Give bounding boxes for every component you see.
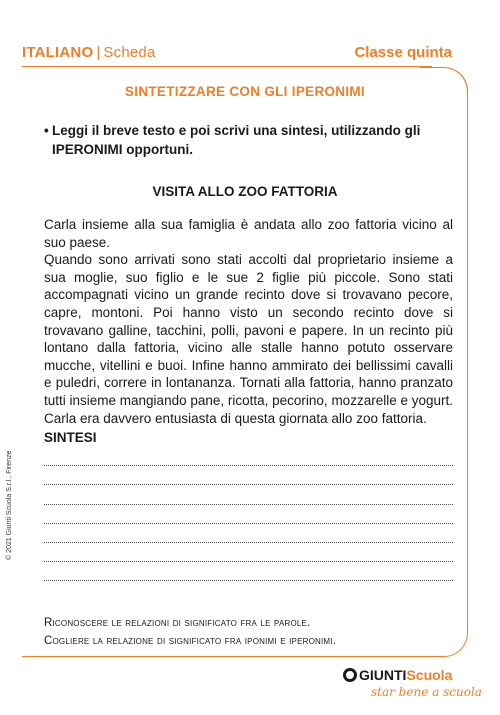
story-paragraph: Quando sono arrivati sono stati accolti dal proprietario insieme a sua moglie, suo figlio e le sue 2 figlie più piccole. Sono stati accompagnati vicino un grande recinto dove si trovavano pecore, capre, montoni. Poi hanno visto un secondo recinto dove si trovavano galline, tacchini, polli, pavoni e papere. In un recinto più lontano dalla fattoria, vicino alle stalle hanno potuto osservare mucche, vitellini e buoi. Infine hanno ammirato dei bellissimi cavalli e puledri, correre in lontananza. Tornati alla fattoria, hanno pranzato tutti insieme mangiando pane, ricotta, pecorino, mozzarelle e yogurt. Carla era davvero entusiasta di questa giornata allo zoo fattoria. bbox=[44, 252, 453, 426]
logo-g-icon bbox=[343, 668, 357, 682]
logo-brand: GIUNTI bbox=[359, 667, 407, 683]
writing-line[interactable] bbox=[44, 447, 453, 466]
story-text bbox=[44, 216, 453, 427]
header-separator: | bbox=[96, 44, 101, 61]
logo-tagline: star bene a scuola bbox=[371, 685, 482, 699]
writing-line[interactable] bbox=[44, 466, 453, 485]
story-title: VISITA ALLO ZOO FATTORIA bbox=[152, 184, 338, 199]
copyright-notice: © 2021 Giunti Scuola S.r.l., Firenze bbox=[6, 450, 13, 560]
logo-wordmark bbox=[343, 667, 452, 683]
writing-line[interactable] bbox=[44, 543, 453, 562]
writing-line[interactable] bbox=[44, 524, 453, 543]
learning-goals bbox=[44, 614, 336, 650]
instructions-text: Leggi il breve testo e poi scrivi una sintesi, utilizzando gli IPERONIMI opportuni. bbox=[52, 123, 421, 157]
publisher-logo bbox=[343, 667, 482, 709]
subject-label: ITALIANO bbox=[22, 44, 94, 61]
logo-brand-accent: Scuola bbox=[406, 667, 453, 683]
writing-line[interactable] bbox=[44, 505, 453, 524]
instructions bbox=[44, 121, 444, 159]
sintesi-label: SINTESI bbox=[44, 430, 97, 445]
header-divider bbox=[22, 66, 432, 67]
grade-label: Classe quinta bbox=[354, 44, 452, 61]
sintesi-writing-lines[interactable] bbox=[44, 447, 453, 581]
learning-goal: Cogliere la relazione di significato fra iponimi e iperonimi. bbox=[44, 635, 337, 647]
worksheet-title: SINTETIZZARE CON GLI IPERONIMI bbox=[124, 84, 365, 99]
story-paragraph: Carla insieme alla sua famiglia è andata allo zoo fattoria vicino al suo paese. bbox=[44, 217, 453, 250]
learning-goal: Riconoscere le relazioni di significato fra le parole. bbox=[44, 617, 311, 629]
writing-line[interactable] bbox=[44, 485, 453, 504]
sheet-type-label: Scheda bbox=[103, 44, 156, 61]
header-subject bbox=[22, 44, 156, 61]
writing-line[interactable] bbox=[44, 562, 453, 581]
bullet: • bbox=[44, 123, 49, 138]
